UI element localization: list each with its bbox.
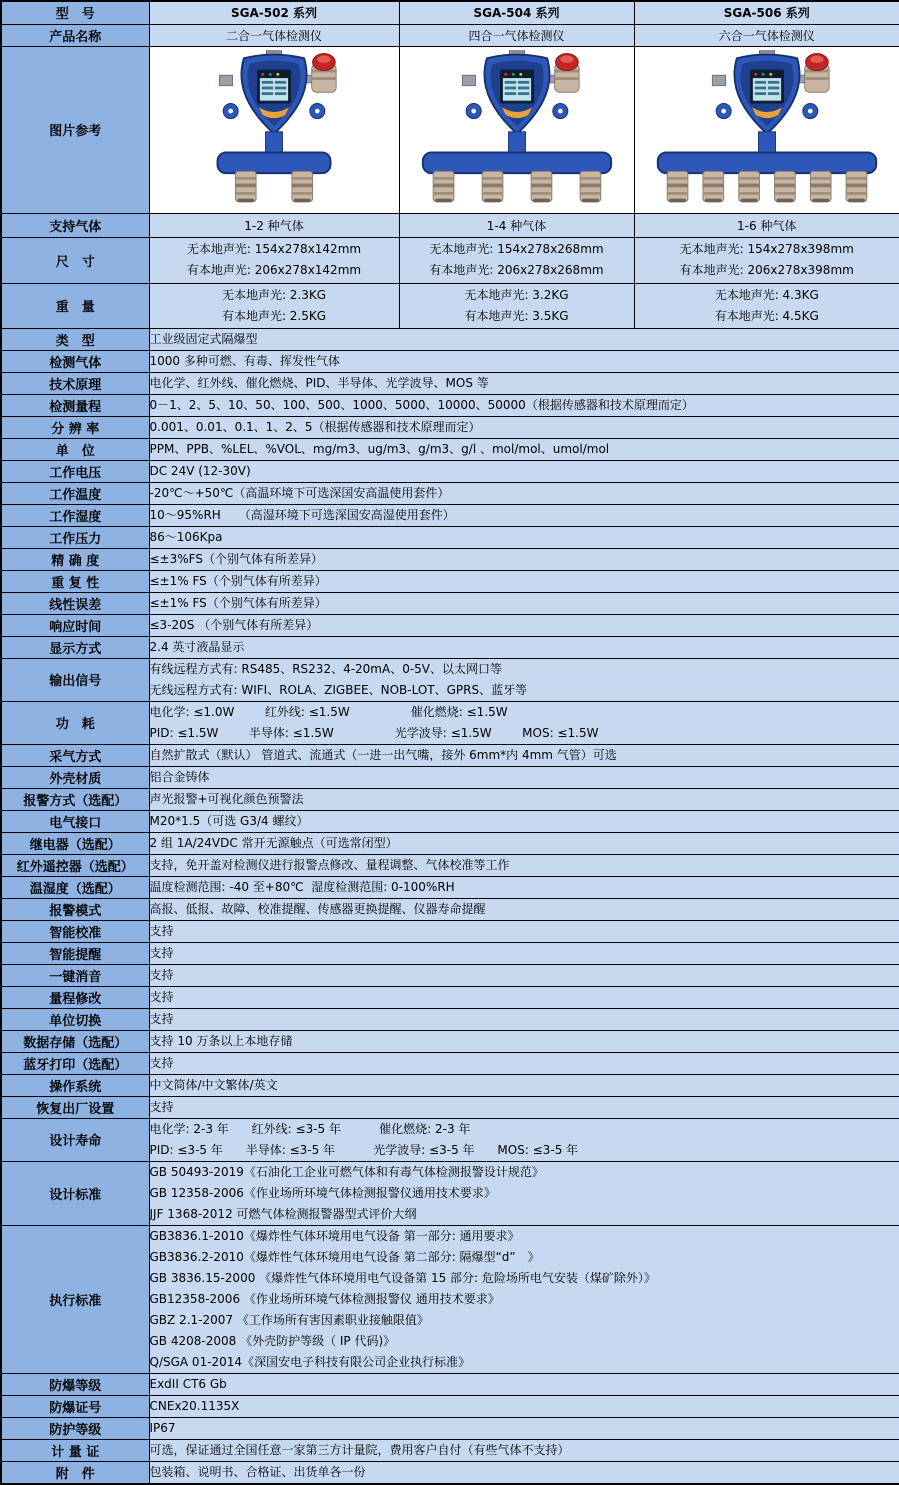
spec-row (1, 876, 899, 898)
spec-row-label: 技术原理 (1, 372, 149, 394)
spec-row (1, 350, 899, 372)
spec-row-value (149, 1052, 899, 1074)
dimensions-sga-506 (634, 237, 899, 283)
spec-value-line: GB12358-2006 《作业场所环境气体检测报警仪 通用技术要求》 (150, 1289, 899, 1310)
spec-row-value (149, 1008, 899, 1030)
spec-row-value (149, 1074, 899, 1096)
spec-row (1, 526, 899, 548)
fixed-rows (1, 1, 899, 328)
dimensions-sga-504 (399, 237, 634, 283)
spec-value-line: 支持 (150, 1053, 899, 1074)
supported-gases-sga-504: 1-4 种气体 (399, 213, 634, 237)
spec-row-value (149, 701, 899, 744)
spec-row-label: 设计标准 (1, 1161, 149, 1225)
spec-row-label: 数据存储（选配） (1, 1030, 149, 1052)
spec-row-label: 工作温度 (1, 482, 149, 504)
spec-row-label: 检测量程 (1, 394, 149, 416)
spec-row (1, 394, 899, 416)
supported-gases-label: 支持气体 (1, 213, 149, 237)
spec-value-line: PID: ≤1.5W 半导体: ≤1.5W 光学波导: ≤1.5W MOS: ≤1.5W (150, 723, 899, 744)
spec-row-label: 电气接口 (1, 810, 149, 832)
spec-value-line: 可选，保证通过全国任意一家第三方计量院，费用客户自付（有些气体不支持） (150, 1440, 899, 1461)
image-reference-row (1, 46, 899, 213)
spec-row-value (149, 920, 899, 942)
spec-value-line: PID: ≤3-5 年 半导体: ≤3-5 年 光学波导: ≤3-5 年 MOS: ≤3-5 年 (150, 1140, 899, 1161)
spec-row-value (149, 438, 899, 460)
spec-row-label: 类 型 (1, 328, 149, 350)
dimensions-label: 尺 寸 (1, 237, 149, 283)
product-image-sga-506 (634, 46, 899, 213)
spec-row (1, 658, 899, 701)
product-name-row (1, 24, 899, 46)
spec-row-label: 防护等级 (1, 1417, 149, 1439)
spec-value-line: 2.4 英寸液晶显示 (150, 637, 899, 658)
spec-value-line: GB 4208-2008 《外壳防护等级（ IP 代码)》 (150, 1331, 899, 1352)
spec-value-line: 支持 10 万条以上本地存储 (150, 1031, 899, 1052)
spec-row-label: 报警模式 (1, 898, 149, 920)
spec-row-label: 温湿度（选配） (1, 876, 149, 898)
product-name-sga-504: 四合一气体检测仪 (399, 24, 634, 46)
spec-value-line: 支持，免开盖对检测仪进行报警点修改、量程调整、气体校准等工作 (150, 855, 899, 876)
spec-row (1, 832, 899, 854)
spec-value-line: GB 3836.15-2000 《爆炸性气体环境用电气设备第 15 部分: 危险场所电气安装（煤矿除外）》 (150, 1268, 899, 1289)
spec-row-label: 智能校准 (1, 920, 149, 942)
spec-row-label: 量程修改 (1, 986, 149, 1008)
spec-row (1, 1373, 899, 1395)
weight-sga-502 (149, 283, 399, 328)
spec-row-label: 显示方式 (1, 636, 149, 658)
image-row-label: 图片参考 (1, 46, 149, 213)
spec-row (1, 460, 899, 482)
spec-row-label: 恢复出厂设置 (1, 1096, 149, 1118)
spec-value-line: 支持 (150, 987, 899, 1008)
spec-row (1, 1052, 899, 1074)
spec-row-value (149, 482, 899, 504)
spec-row (1, 986, 899, 1008)
spec-row (1, 810, 899, 832)
spec-row-value (149, 1030, 899, 1052)
spec-row-value (149, 832, 899, 854)
spec-row (1, 1395, 899, 1417)
product-image-sga-502 (149, 46, 399, 213)
spec-row (1, 1439, 899, 1461)
spec-row-label: 计 量 证 (1, 1439, 149, 1461)
spec-row-label: 工作湿度 (1, 504, 149, 526)
spec-value-line: 支持 (150, 1009, 899, 1030)
spec-row-label: 线性误差 (1, 592, 149, 614)
product-name-label: 产品名称 (1, 24, 149, 46)
weight-sga-504 (399, 283, 634, 328)
spec-rows (1, 328, 899, 1484)
spec-value-line: Q/SGA 01-2014《深国安电子科技有限公司企业执行标准》 (150, 1352, 899, 1373)
product-name-sga-506: 六合一气体检测仪 (634, 24, 899, 46)
spec-row-value (149, 592, 899, 614)
spec-row-label: 分 辨 率 (1, 416, 149, 438)
spec-value-line: 支持 (150, 1097, 899, 1118)
spec-row-value (149, 1439, 899, 1461)
spec-row-value (149, 766, 899, 788)
spec-row-label: 工作压力 (1, 526, 149, 548)
spec-row-label: 单 位 (1, 438, 149, 460)
spec-row-value (149, 504, 899, 526)
spec-row-value (149, 570, 899, 592)
gas-detector-illustration (654, 47, 880, 209)
spec-row-value (149, 1161, 899, 1225)
spec-row-value (149, 810, 899, 832)
spec-row (1, 854, 899, 876)
spec-value-line: 声光报警+可视化颜色预警法 (150, 789, 899, 810)
spec-value-line: ≤±1% FS（个别气体有所差异） (150, 571, 899, 592)
spec-value-line: 铝合金铸体 (150, 767, 899, 788)
spec-value-line: GB 50493-2019《石油化工企业可燃气体和有毒气体检测报警设计规范》 (150, 1162, 899, 1183)
spec-value-line: GB3836.1-2010《爆炸性气体环境用电气设备 第一部分: 通用要求》 (150, 1226, 899, 1247)
weight-row (1, 283, 899, 328)
spec-row (1, 372, 899, 394)
spec-row-label: 执行标准 (1, 1225, 149, 1373)
dimension-line: 有本地声光: 206x278x398mm (637, 260, 898, 281)
supported-gases-sga-506: 1-6 种气体 (634, 213, 899, 237)
spec-value-line: 电化学: 2-3 年 红外线: ≤3-5 年 催化燃烧: 2-3 年 (150, 1119, 899, 1140)
spec-row-label: 蓝牙打印（选配） (1, 1052, 149, 1074)
spec-row-value (149, 350, 899, 372)
model-name-sga-504: SGA-504 系列 (399, 1, 634, 24)
weight-line: 无本地声光: 2.3KG (152, 285, 397, 306)
weight-line: 有本地声光: 4.5KG (637, 306, 898, 327)
spec-row-value (149, 548, 899, 570)
spec-row-value (149, 1417, 899, 1439)
weight-sga-506 (634, 283, 899, 328)
model-name-sga-506: SGA-506 系列 (634, 1, 899, 24)
spec-row (1, 614, 899, 636)
spec-row (1, 636, 899, 658)
spec-row (1, 766, 899, 788)
spec-row-label: 重 复 性 (1, 570, 149, 592)
spec-row-label: 外壳材质 (1, 766, 149, 788)
gas-detector-illustration (161, 47, 387, 209)
spec-value-line: 10～95%RH （高湿环境下可选深国安高湿使用套件） (150, 505, 899, 526)
spec-row (1, 1030, 899, 1052)
spec-row-value (149, 986, 899, 1008)
spec-value-line: 温度检测范围: -40 至+80℃ 湿度检测范围: 0-100%RH (150, 877, 899, 898)
spec-row-value (149, 460, 899, 482)
spec-row (1, 504, 899, 526)
spec-row-value (149, 898, 899, 920)
spec-row (1, 964, 899, 986)
spec-value-line: 电化学、红外线、催化燃烧、PID、半导体、光学波导、MOS 等 (150, 373, 899, 394)
spec-row-label: 防爆等级 (1, 1373, 149, 1395)
dimension-line: 无本地声光: 154x278x398mm (637, 239, 898, 260)
spec-value-line: IP67 (150, 1418, 899, 1439)
model-name-sga-502: SGA-502 系列 (149, 1, 399, 24)
spec-row-value (149, 744, 899, 766)
spec-value-line: 支持 (150, 965, 899, 986)
spec-row-value (149, 854, 899, 876)
spec-row-value (149, 1461, 899, 1484)
spec-value-line: 中文简体/中文繁体/英文 (150, 1075, 899, 1096)
spec-row-label: 设计寿命 (1, 1118, 149, 1161)
spec-value-line: 有线远程方式有: RS485、RS232、4-20mA、0-5V、以太网口等 (150, 659, 899, 680)
spec-value-line: 0－1、2、5、10、50、100、500、1000、5000、10000、50000（根据传感器和技术原理而定） (150, 395, 899, 416)
spec-row (1, 416, 899, 438)
spec-row (1, 788, 899, 810)
spec-row-label: 单位切换 (1, 1008, 149, 1030)
spec-row-value (149, 658, 899, 701)
spec-value-line: PPM、PPB、%LEL、%VOL、mg/m3、ug/m3、g/m3、g/l 、mol/mol、umol/mol (150, 439, 899, 460)
spec-row-label: 报警方式（选配） (1, 788, 149, 810)
spec-row (1, 1118, 899, 1161)
spec-value-line: ≤±1% FS（个别气体有所差异） (150, 593, 899, 614)
gas-detector-illustration (404, 47, 630, 209)
spec-row-value (149, 1395, 899, 1417)
spec-value-line: 支持 (150, 921, 899, 942)
spec-value-line: 工业级固定式隔爆型 (150, 329, 899, 350)
spec-row-value (149, 788, 899, 810)
spec-row (1, 898, 899, 920)
spec-row-label: 红外遥控器（选配） (1, 854, 149, 876)
spec-value-line: 2 组 1A/24VDC 常开无源触点（可选常闭型） (150, 833, 899, 854)
spec-value-line: GB 12358-2006《作业场所环境气体检测报警仪通用技术要求》 (150, 1183, 899, 1204)
dimension-line: 有本地声光: 206x278x268mm (402, 260, 632, 281)
spec-row-label: 响应时间 (1, 614, 149, 636)
spec-row-value (149, 372, 899, 394)
spec-row (1, 548, 899, 570)
weight-line: 无本地声光: 3.2KG (402, 285, 632, 306)
spec-row-value (149, 876, 899, 898)
spec-row-label: 一键消音 (1, 964, 149, 986)
spec-row (1, 570, 899, 592)
spec-row-label: 操作系统 (1, 1074, 149, 1096)
spec-row-value (149, 328, 899, 350)
spec-value-line: 电化学: ≤1.0W 红外线: ≤1.5W 催化燃烧: ≤1.5W (150, 702, 899, 723)
spec-row-value (149, 394, 899, 416)
spec-value-line: 1000 多种可燃、有毒、挥发性气体 (150, 351, 899, 372)
spec-row (1, 482, 899, 504)
spec-row-label: 采气方式 (1, 744, 149, 766)
spec-value-line: 高报、低报、故障、校准提醒、传感器更换提醒、仪器寿命提醒 (150, 899, 899, 920)
weight-label: 重 量 (1, 283, 149, 328)
spec-row (1, 1008, 899, 1030)
spec-value-line: M20*1.5（可选 G3/4 螺纹） (150, 811, 899, 832)
spec-row (1, 1074, 899, 1096)
spec-row-label: 工作电压 (1, 460, 149, 482)
spec-value-line: GBZ 2.1-2007 《工作场所有害因素职业接触限值》 (150, 1310, 899, 1331)
spec-value-line: 包装箱、说明书、合格证、出货单各一份 (150, 1462, 899, 1483)
spec-row (1, 328, 899, 350)
spec-row-value (149, 964, 899, 986)
spec-row-label: 输出信号 (1, 658, 149, 701)
spec-value-line: ≤±3%FS（个别气体有所差异） (150, 549, 899, 570)
supported-gases-row (1, 213, 899, 237)
spec-row (1, 744, 899, 766)
dimension-line: 有本地声光: 206x278x142mm (152, 260, 397, 281)
spec-row-value (149, 636, 899, 658)
spec-row-label: 继电器（选配） (1, 832, 149, 854)
spec-row-label: 精 确 度 (1, 548, 149, 570)
spec-value-line: 0.001、0.01、0.1、1、2、5（根据传感器和技术原理而定） (150, 417, 899, 438)
spec-row-label: 防爆证号 (1, 1395, 149, 1417)
spec-value-line: 86～106Kpa (150, 527, 899, 548)
spec-row (1, 701, 899, 744)
dimension-line: 无本地声光: 154x278x142mm (152, 239, 397, 260)
spec-value-line: ExdII CT6 Gb (150, 1374, 899, 1395)
spec-value-line: 无线远程方式有: WIFI、ROLA、ZIGBEE、NOB-LOT、GPRS、蓝牙等 (150, 680, 899, 701)
spec-row-value (149, 416, 899, 438)
spec-row-value (149, 1096, 899, 1118)
weight-line: 有本地声光: 3.5KG (402, 306, 632, 327)
spec-value-line: GB3836.2-2010《爆炸性气体环境用电气设备 第二部分: 隔爆型“d” 》 (150, 1247, 899, 1268)
spec-row (1, 1225, 899, 1373)
spec-row-value (149, 942, 899, 964)
model-header-row (1, 1, 899, 24)
spec-value-line: DC 24V (12-30V) (150, 461, 899, 482)
product-name-sga-502: 二合一气体检测仪 (149, 24, 399, 46)
supported-gases-sga-502: 1-2 种气体 (149, 213, 399, 237)
spec-value-line: 支持 (150, 943, 899, 964)
dimension-line: 无本地声光: 154x278x268mm (402, 239, 632, 260)
dimensions-row (1, 237, 899, 283)
spec-value-line: JJF 1368-2012 可燃气体检测报警器型式评价大纲 (150, 1204, 899, 1225)
spec-row-value (149, 1225, 899, 1373)
spec-row (1, 920, 899, 942)
weight-line: 无本地声光: 4.3KG (637, 285, 898, 306)
spec-row (1, 1161, 899, 1225)
spec-row-label: 智能提醒 (1, 942, 149, 964)
spec-row-label: 检测气体 (1, 350, 149, 372)
spec-row (1, 1096, 899, 1118)
spec-row (1, 1461, 899, 1484)
product-image-sga-504 (399, 46, 634, 213)
spec-row (1, 438, 899, 460)
spec-row (1, 592, 899, 614)
spec-row-value (149, 614, 899, 636)
model-row-label: 型 号 (1, 1, 149, 24)
spec-row (1, 942, 899, 964)
spec-row-label: 附 件 (1, 1461, 149, 1484)
spec-row-label: 功 耗 (1, 701, 149, 744)
spec-value-line: -20℃～+50℃（高温环境下可选深国安高温使用套件） (150, 483, 899, 504)
weight-line: 有本地声光: 2.5KG (152, 306, 397, 327)
spec-value-line: 自然扩散式（默认） 管道式、流通式（一进一出气嘴，接外 6mm*内 4mm 气管）可选 (150, 745, 899, 766)
spec-row-value (149, 526, 899, 548)
spec-value-line: CNEx20.1135X (150, 1396, 899, 1417)
dimensions-sga-502 (149, 237, 399, 283)
spec-value-line: ≤3-20S （个别气体有所差异） (150, 615, 899, 636)
spec-row-value (149, 1118, 899, 1161)
spec-row (1, 1417, 899, 1439)
spec-row-value (149, 1373, 899, 1395)
